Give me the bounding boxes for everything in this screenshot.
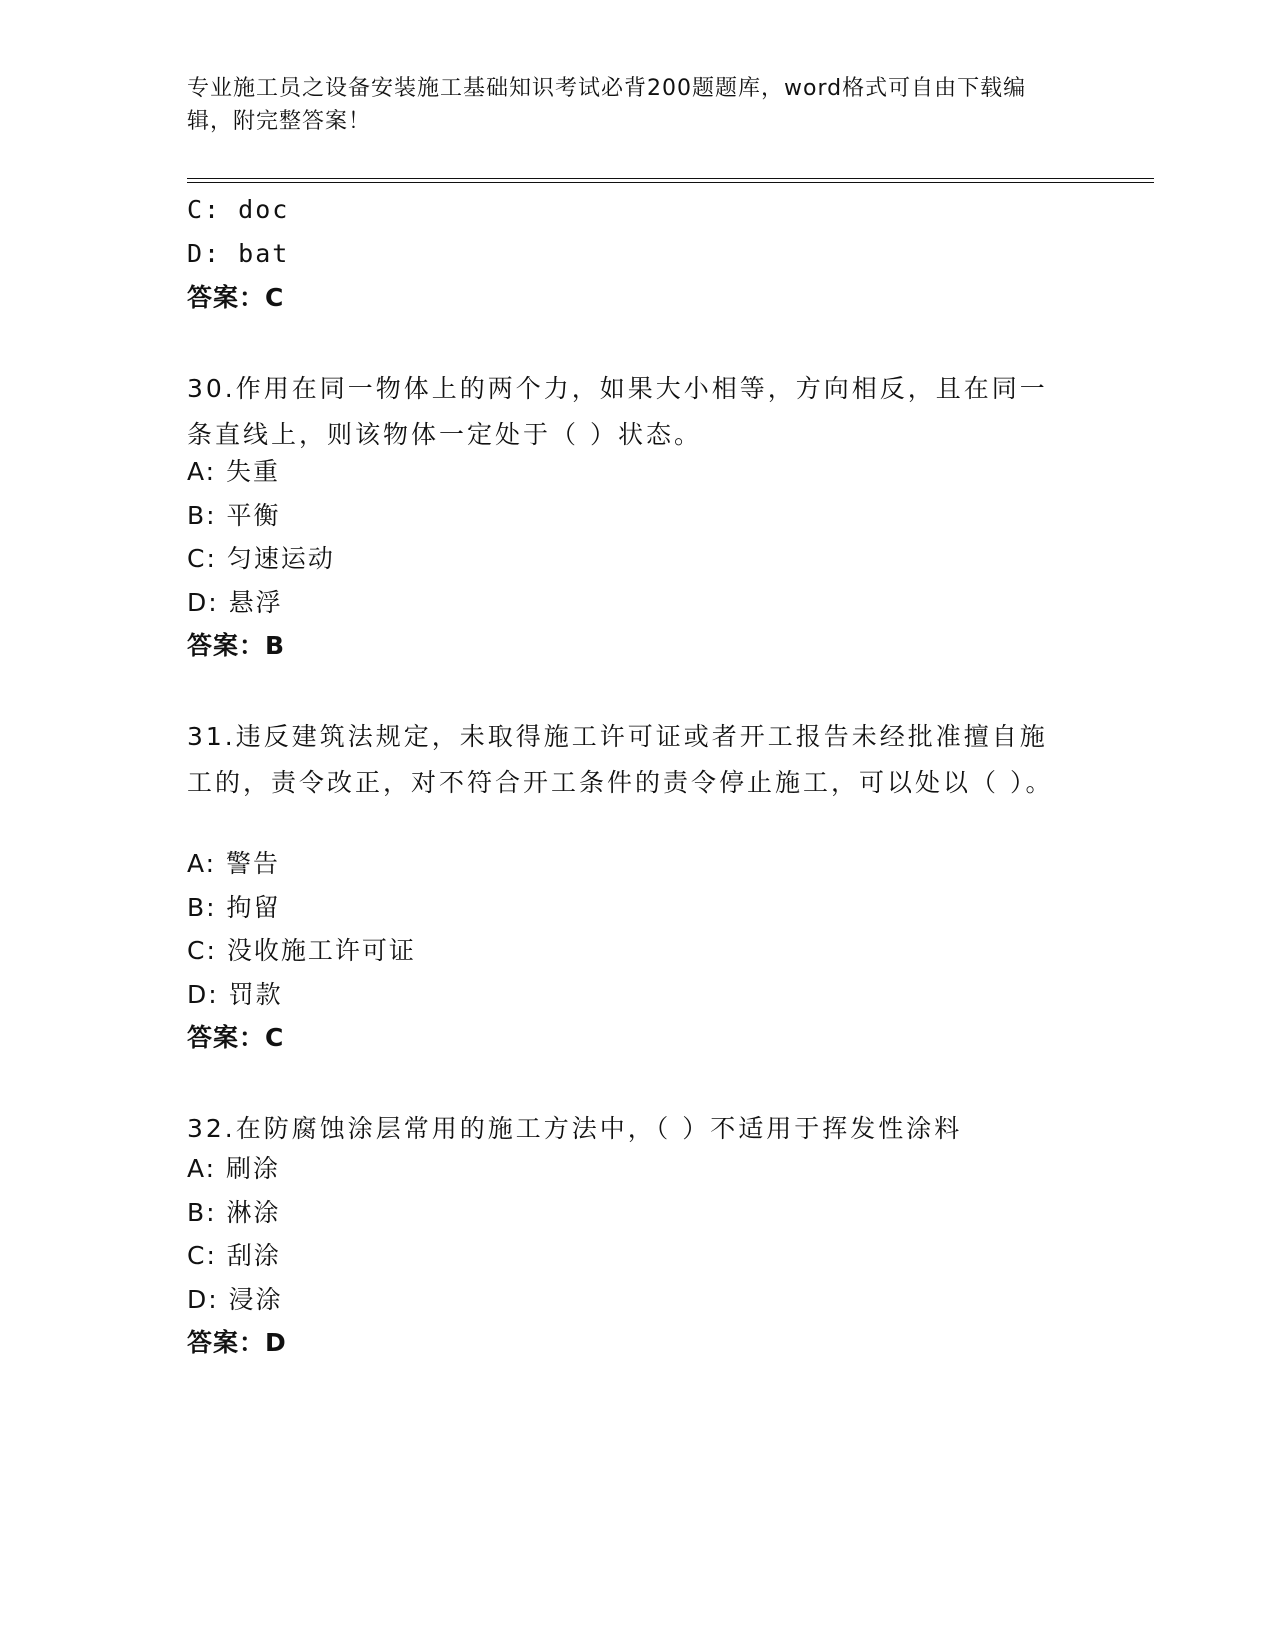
header-divider-bottom (187, 182, 1154, 183)
option-d: D: bat (187, 239, 290, 268)
option-b: B: 淋涂 (187, 1198, 281, 1227)
option-d: D: 悬浮 (187, 588, 283, 617)
answer: 答案：C (187, 283, 285, 312)
option-b: B: 平衡 (187, 501, 281, 530)
question-30-text: 30.作用在同一物体上的两个力，如果大小相等，方向相反，且在同一条直线上，则该物体一定处于（ ）状态。 (187, 374, 1048, 449)
option-b: B: 拘留 (187, 893, 281, 922)
question-31-text: 31.违反建筑法规定，未取得施工许可证或者开工报告未经批准擅自施工的，责令改正，对不符合开工条件的责令停止施工，可以处以（ ）。 (187, 722, 1054, 797)
option-d: D: 罚款 (187, 980, 283, 1009)
option-c: C: 刮涂 (187, 1241, 281, 1270)
option-c: C: doc (187, 195, 290, 224)
answer: 答案：C (187, 1023, 285, 1052)
option-c: C: 没收施工许可证 (187, 936, 416, 965)
question-32-text: 32.在防腐蚀涂层常用的施工方法中，（ ）不适用于挥发性涂料 (187, 1114, 963, 1143)
option-c: C: 匀速运动 (187, 544, 335, 573)
document-header: 专业施工员之设备安装施工基础知识考试必背200题题库，word格式可自由下载编辑，附完整答案！ (187, 76, 1027, 134)
option-d: D: 浸涂 (187, 1285, 283, 1314)
option-a: A: 警告 (187, 849, 281, 878)
option-a: A: 失重 (187, 457, 281, 486)
answer: 答案：B (187, 631, 286, 660)
answer: 答案：D (187, 1328, 287, 1357)
option-a: A: 刷涂 (187, 1154, 281, 1183)
header-divider-top (187, 178, 1154, 179)
